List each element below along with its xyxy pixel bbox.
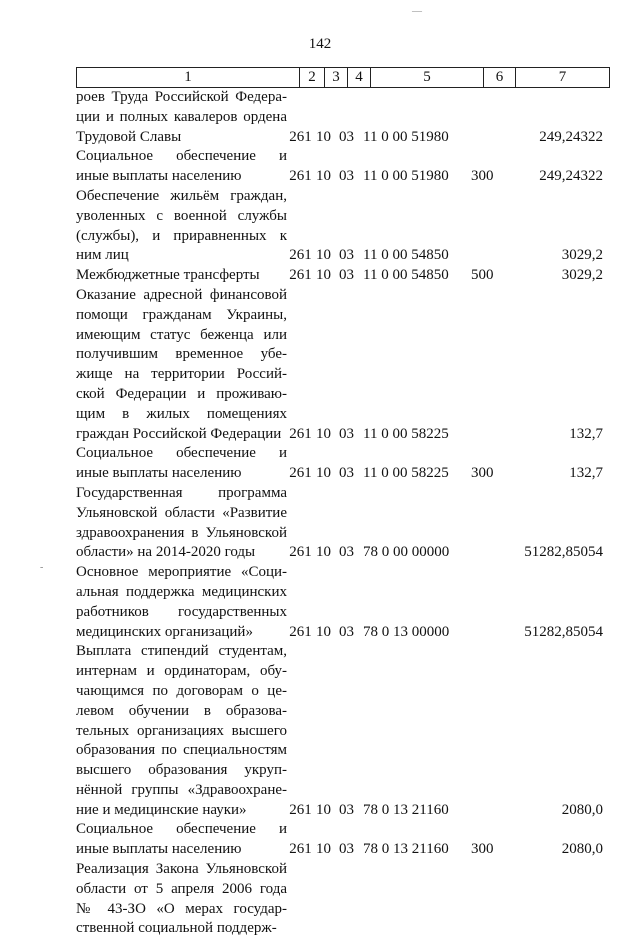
subsection-code: 03: [339, 168, 354, 185]
amount: 51282,85054: [524, 544, 603, 561]
table-row: [76, 860, 609, 939]
target-article-code: 78 0 13 21160: [363, 801, 449, 818]
section-code: 10: [316, 544, 331, 561]
expense-type-code: 300: [471, 168, 494, 185]
description-line: ним лиц: [76, 247, 129, 264]
description-line: ской Федерации и проживаю-: [76, 385, 287, 402]
row-values: [287, 464, 609, 484]
description-line: Социальное обеспечение и: [76, 821, 287, 838]
ministry-code: 261: [289, 465, 312, 482]
amount: 249,24322: [539, 128, 603, 145]
ministry-code: 261: [289, 841, 312, 858]
description-line: иные выплаты населению: [76, 168, 242, 185]
description-line: иные выплаты населению: [76, 465, 242, 482]
subsection-code: 03: [339, 801, 354, 818]
expense-type-code: [471, 543, 503, 563]
subsection-code: 03: [339, 247, 354, 264]
scan-mark: -: [40, 562, 44, 573]
description-line: медицинских организаций»: [76, 623, 253, 640]
ministry-code: 261: [289, 801, 312, 818]
expense-type-code: [471, 425, 503, 445]
ministry-code: 261: [289, 128, 312, 145]
description-line: Обеспечение жильём граждан,: [76, 187, 287, 204]
description-line: левом обучении в образова-: [76, 702, 287, 719]
row-description: [76, 286, 287, 444]
table-row: [76, 147, 609, 187]
amount: 249,24322: [539, 168, 603, 185]
page-number: 142: [308, 36, 332, 52]
subsection-code: 03: [339, 465, 354, 482]
target-article-code: 11 0 00 54850: [363, 247, 449, 264]
row-values: [287, 840, 609, 860]
expense-type-code: [471, 801, 503, 821]
amount: 132,7: [569, 425, 603, 442]
table-row: [76, 286, 609, 444]
header-col-3: 3: [325, 68, 348, 88]
target-article-code: 78 0 13 21160: [363, 841, 449, 858]
table-row: [76, 642, 609, 820]
description-line: жище на территории Россий-: [76, 366, 287, 383]
target-article-code: 11 0 00 51980: [363, 128, 449, 145]
row-values: [287, 246, 609, 266]
row-values: [287, 167, 609, 187]
description-line: образования по специальностям: [76, 742, 287, 759]
expense-type-code: [471, 128, 503, 148]
description-line: граждан Российской Федерации: [76, 425, 282, 442]
table-row: [76, 88, 609, 147]
description-line: (службы), и приравненных к: [76, 227, 287, 244]
description-line: Ульяновской области «Развитие: [76, 504, 287, 521]
table-body: [76, 88, 609, 939]
section-code: 10: [316, 841, 331, 858]
table-row: [76, 266, 609, 286]
row-description: [76, 563, 287, 642]
row-description: [76, 266, 287, 286]
ministry-code: 261: [289, 168, 312, 185]
description-line: № 43-ЗО «О мерах государ-: [76, 900, 287, 917]
section-code: 10: [316, 425, 331, 442]
expense-type-code: [471, 623, 503, 643]
row-description: [76, 147, 287, 187]
row-values: [287, 543, 609, 563]
ministry-code: 261: [289, 247, 312, 264]
amount: 3029,2: [561, 247, 603, 264]
description-line: роев Труда Российской Федера-: [76, 89, 287, 105]
description-line: имеющим статус беженца или: [76, 326, 287, 343]
description-line: здравоохранения в Ульяновской: [76, 524, 287, 541]
subsection-code: 03: [339, 425, 354, 442]
section-code: 10: [316, 623, 331, 640]
table-header: [76, 67, 610, 88]
expense-type-code: 300: [471, 465, 494, 482]
section-code: 10: [316, 247, 331, 264]
table-row: [76, 444, 609, 484]
ministry-code: 261: [289, 267, 312, 284]
description-line: Оказание адресной финансовой: [76, 286, 287, 303]
row-description: [76, 642, 287, 820]
header-col-4: 4: [348, 68, 371, 88]
target-article-code: 11 0 00 58225: [363, 425, 449, 442]
row-values: [287, 128, 609, 148]
row-description: [76, 187, 287, 266]
row-values: [287, 801, 609, 821]
ministry-code: 261: [289, 425, 312, 442]
row-description: [76, 820, 287, 860]
subsection-code: 03: [339, 267, 354, 284]
amount: 2080,0: [561, 841, 603, 858]
subsection-code: 03: [339, 128, 354, 145]
description-line: высшего образования укруп-: [76, 762, 287, 779]
description-line: тельных организациях высшего: [76, 722, 287, 739]
target-article-code: 11 0 00 51980: [363, 168, 449, 185]
description-line: чающимся по договорам о це-: [76, 682, 287, 699]
description-line: Реализация Закона Ульяновской: [76, 861, 287, 878]
subsection-code: 03: [339, 623, 354, 640]
table-row: [76, 563, 609, 642]
header-col-2: 2: [300, 68, 325, 88]
description-line: интернам и ординаторам, обу-: [76, 663, 287, 680]
row-values: [287, 623, 609, 643]
row-description: [76, 88, 287, 147]
row-description: [76, 444, 287, 484]
description-line: Выплата стипендий студентам,: [76, 643, 287, 660]
target-article-code: 78 0 13 00000: [363, 623, 450, 640]
section-code: 10: [316, 465, 331, 482]
header-col-1: 1: [77, 68, 300, 88]
description-line: ние и медицинские науки»: [76, 801, 247, 818]
description-line: Межбюджетные трансферты: [76, 267, 260, 284]
section-code: 10: [316, 267, 331, 284]
table-row: [76, 187, 609, 266]
amount: 2080,0: [561, 801, 603, 818]
expense-type-code: 500: [471, 267, 494, 284]
description-line: щим в жилых помещениях: [76, 405, 287, 422]
budget-table: [76, 67, 609, 939]
description-line: Основное мероприятие «Соци-: [76, 564, 287, 581]
description-line: получившим временное убе-: [76, 346, 287, 363]
description-line: Трудовой Славы: [76, 128, 182, 145]
description-line: области от 5 апреля 2006 года: [76, 880, 287, 897]
amount: 3029,2: [561, 267, 603, 284]
description-line: альная поддержка медицинских: [76, 583, 287, 600]
description-line: уволенных с военной службы: [76, 207, 287, 224]
description-line: работников государственных: [76, 603, 287, 620]
section-code: 10: [316, 801, 331, 818]
table-row: [76, 484, 609, 563]
header-col-7: 7: [516, 68, 610, 88]
expense-type-code: 300: [471, 841, 494, 858]
description-line: Социальное обеспечение и: [76, 148, 287, 165]
ministry-code: 261: [289, 544, 312, 561]
description-line: иные выплаты населению: [76, 841, 242, 858]
target-article-code: 78 0 00 00000: [363, 544, 450, 561]
description-line: нённой группы «Здравоохране-: [76, 781, 287, 798]
header-col-6: 6: [484, 68, 516, 88]
expense-type-code: [471, 246, 503, 266]
amount: 132,7: [569, 465, 603, 482]
description-line: Социальное обеспечение и: [76, 445, 287, 462]
row-description: [76, 860, 287, 939]
target-article-code: 11 0 00 54850: [363, 267, 449, 284]
target-article-code: 11 0 00 58225: [363, 465, 449, 482]
ministry-code: 261: [289, 623, 312, 640]
row-description: [76, 484, 287, 563]
section-code: 10: [316, 168, 331, 185]
header-col-5: 5: [371, 68, 484, 88]
table-row: [76, 820, 609, 860]
description-line: ственной социальной поддерж-: [76, 920, 277, 937]
description-line: Государственная программа: [76, 484, 287, 501]
row-values: [287, 425, 609, 445]
amount: 51282,85054: [524, 623, 603, 640]
description-line: области» на 2014-2020 годы: [76, 544, 256, 561]
description-line: помощи гражданам Украины,: [76, 306, 287, 323]
subsection-code: 03: [339, 841, 354, 858]
section-code: 10: [316, 128, 331, 145]
subsection-code: 03: [339, 544, 354, 561]
scan-mark: —: [412, 6, 422, 17]
description-line: ции и полных кавалеров ордена: [76, 108, 287, 125]
row-values: [287, 266, 609, 286]
